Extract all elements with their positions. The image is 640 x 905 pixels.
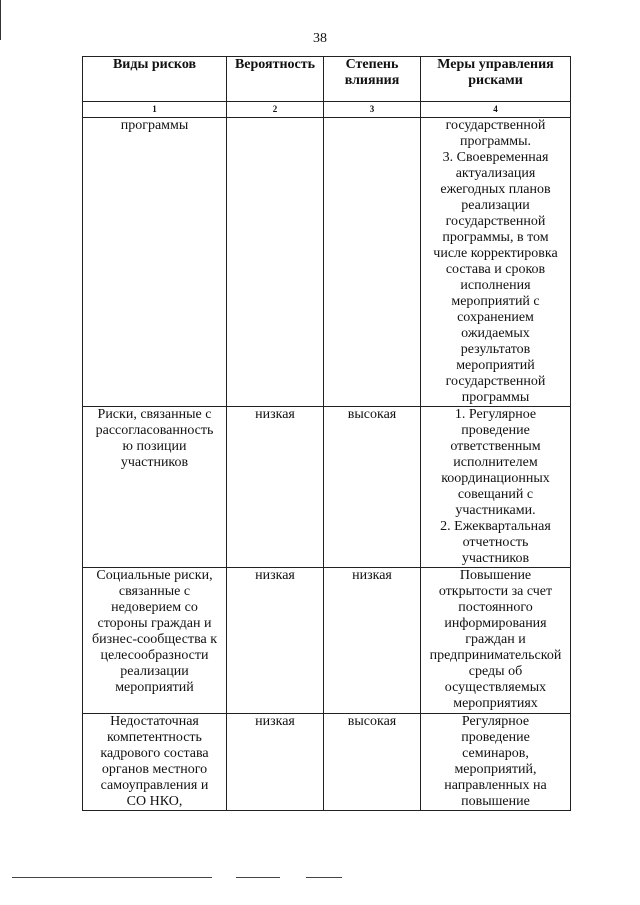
cell-text-line: Регулярное (461, 714, 530, 729)
risk-management-table (82, 56, 571, 811)
cell-text-line: 3. Своевременная (442, 150, 549, 165)
cell-text-line: Недостаточная (110, 714, 199, 729)
table-row (83, 568, 571, 714)
cell-text-line: проведение (461, 730, 530, 745)
impact-cell (324, 568, 421, 714)
probability-cell (227, 407, 324, 568)
header-risk-types: Виды рисков (83, 57, 227, 102)
cell-text-line: совещаний с (457, 487, 534, 502)
cell-text-line: ответственным (450, 439, 541, 454)
risk-type-cell (83, 714, 227, 811)
table-row (83, 118, 571, 407)
cell-text-line: участников (461, 551, 530, 566)
cell-text-line: низкая (352, 568, 392, 583)
cell-text-line: 1. Регулярное (454, 407, 537, 422)
impact-cell (324, 714, 421, 811)
page-number: 38 (313, 31, 327, 46)
cell-text-line: сохранением (457, 310, 534, 325)
cell-text-line: проведение (461, 423, 530, 438)
cell-text-line: недоверием со (111, 600, 198, 615)
cell-text-line: бизнес-сообщества к (91, 632, 218, 647)
measures-cell (421, 568, 571, 714)
cell-text-line: связанные с (118, 584, 191, 599)
cell-text-line: результатов (460, 342, 531, 357)
cell-text-line: низкая (255, 407, 295, 422)
cell-text-line: компетентность (107, 730, 202, 745)
footer-rule-mid (236, 877, 280, 878)
table-body (83, 118, 571, 811)
cell-text-line: граждан и (465, 632, 526, 647)
cell-text-line: направленных на (444, 778, 547, 793)
header-measures: Меры управления рисками (421, 57, 571, 102)
cell-text-line: исполнителем (453, 455, 538, 470)
cell-text-line: информирования (444, 616, 547, 631)
cell-text-line: ожидаемых (461, 326, 530, 341)
cell-text-line: кадрового состава (100, 746, 209, 761)
probability-cell (227, 714, 324, 811)
probability-cell (227, 568, 324, 714)
column-number: 2 (227, 102, 324, 118)
table-header-row (83, 57, 571, 102)
column-number: 1 (83, 102, 227, 118)
impact-cell (324, 407, 421, 568)
cell-text-line: Риски, связанные с (97, 407, 212, 422)
column-number: 4 (421, 102, 571, 118)
footer-rule-left (12, 877, 212, 878)
cell-text-line: числе корректировка (433, 246, 558, 261)
cell-text-line: постоянного (458, 600, 533, 615)
cell-text-line: реализации (120, 664, 189, 679)
header-impact: Степень влияния (324, 57, 421, 102)
cell-text-line: повышение (461, 794, 530, 809)
cell-text-line: отчетность (462, 535, 529, 550)
cell-text-line: Повышение (459, 568, 532, 583)
measures-cell (421, 118, 571, 407)
cell-text-line: программы, в том (442, 230, 549, 245)
cell-text-line: органов местного (101, 762, 208, 777)
cell-text-line: осуществляемых (444, 680, 547, 695)
cell-text-line: государственной (445, 374, 546, 389)
header-probability: Вероятность (227, 57, 324, 102)
cell-text-line: целесообразности (100, 648, 209, 663)
cell-text-line: реализации (461, 198, 530, 213)
cell-text-line: координационных (441, 471, 550, 486)
cell-text-line: состава и сроков (445, 262, 546, 277)
measures-cell (421, 407, 571, 568)
column-number: 3 (324, 102, 421, 118)
risk-type-cell (83, 407, 227, 568)
cell-text-line: высокая (347, 714, 397, 729)
cell-text-line: программы (120, 118, 189, 133)
risk-type-cell (83, 568, 227, 714)
cell-text-line: семинаров, (462, 746, 529, 761)
cell-text-line: предпринимательской (429, 648, 562, 663)
cell-text-line: мероприятиях (453, 696, 538, 711)
cell-text-line: стороны граждан и (97, 616, 212, 631)
cell-text-line: мероприятий (115, 680, 194, 695)
cell-text-line: ежегодных планов (440, 182, 551, 197)
cell-text-line: низкая (255, 714, 295, 729)
footer-rule-right (306, 877, 342, 878)
cell-text-line: актуализация (455, 166, 536, 181)
cell-text-line: ю позиции (122, 439, 187, 454)
cell-text-line: среды об (468, 664, 523, 679)
cell-text-line: мероприятий, (454, 762, 537, 777)
cell-text-line: государственной (445, 214, 546, 229)
cell-text-line: участников (120, 455, 189, 470)
measures-cell (421, 714, 571, 811)
impact-cell (324, 118, 421, 407)
cell-text-line: рассогласованность (95, 423, 214, 438)
cell-text-line: самоуправления и (100, 778, 209, 793)
cell-text-line: высокая (347, 407, 397, 422)
cell-text-line: программы (461, 390, 530, 405)
probability-cell (227, 118, 324, 407)
cell-text-line: программы. (459, 134, 532, 149)
cell-text-line: открытости за счет (438, 584, 553, 599)
cell-text-line: Социальные риски, (96, 568, 213, 583)
cell-text-line: 2. Ежеквартальная (440, 519, 551, 534)
cell-text-line: СО НКО, (126, 794, 183, 809)
table-row (83, 714, 571, 811)
risk-type-cell (83, 118, 227, 407)
column-number-row (83, 102, 571, 118)
cell-text-line: мероприятий с (451, 294, 540, 309)
cell-text-line: низкая (255, 568, 295, 583)
table-row (83, 407, 571, 568)
cell-text-line: государственной (445, 118, 546, 133)
cell-text-line: участниками. (455, 503, 536, 518)
cell-text-line: мероприятий (456, 358, 535, 373)
cell-text-line: исполнения (460, 278, 531, 293)
